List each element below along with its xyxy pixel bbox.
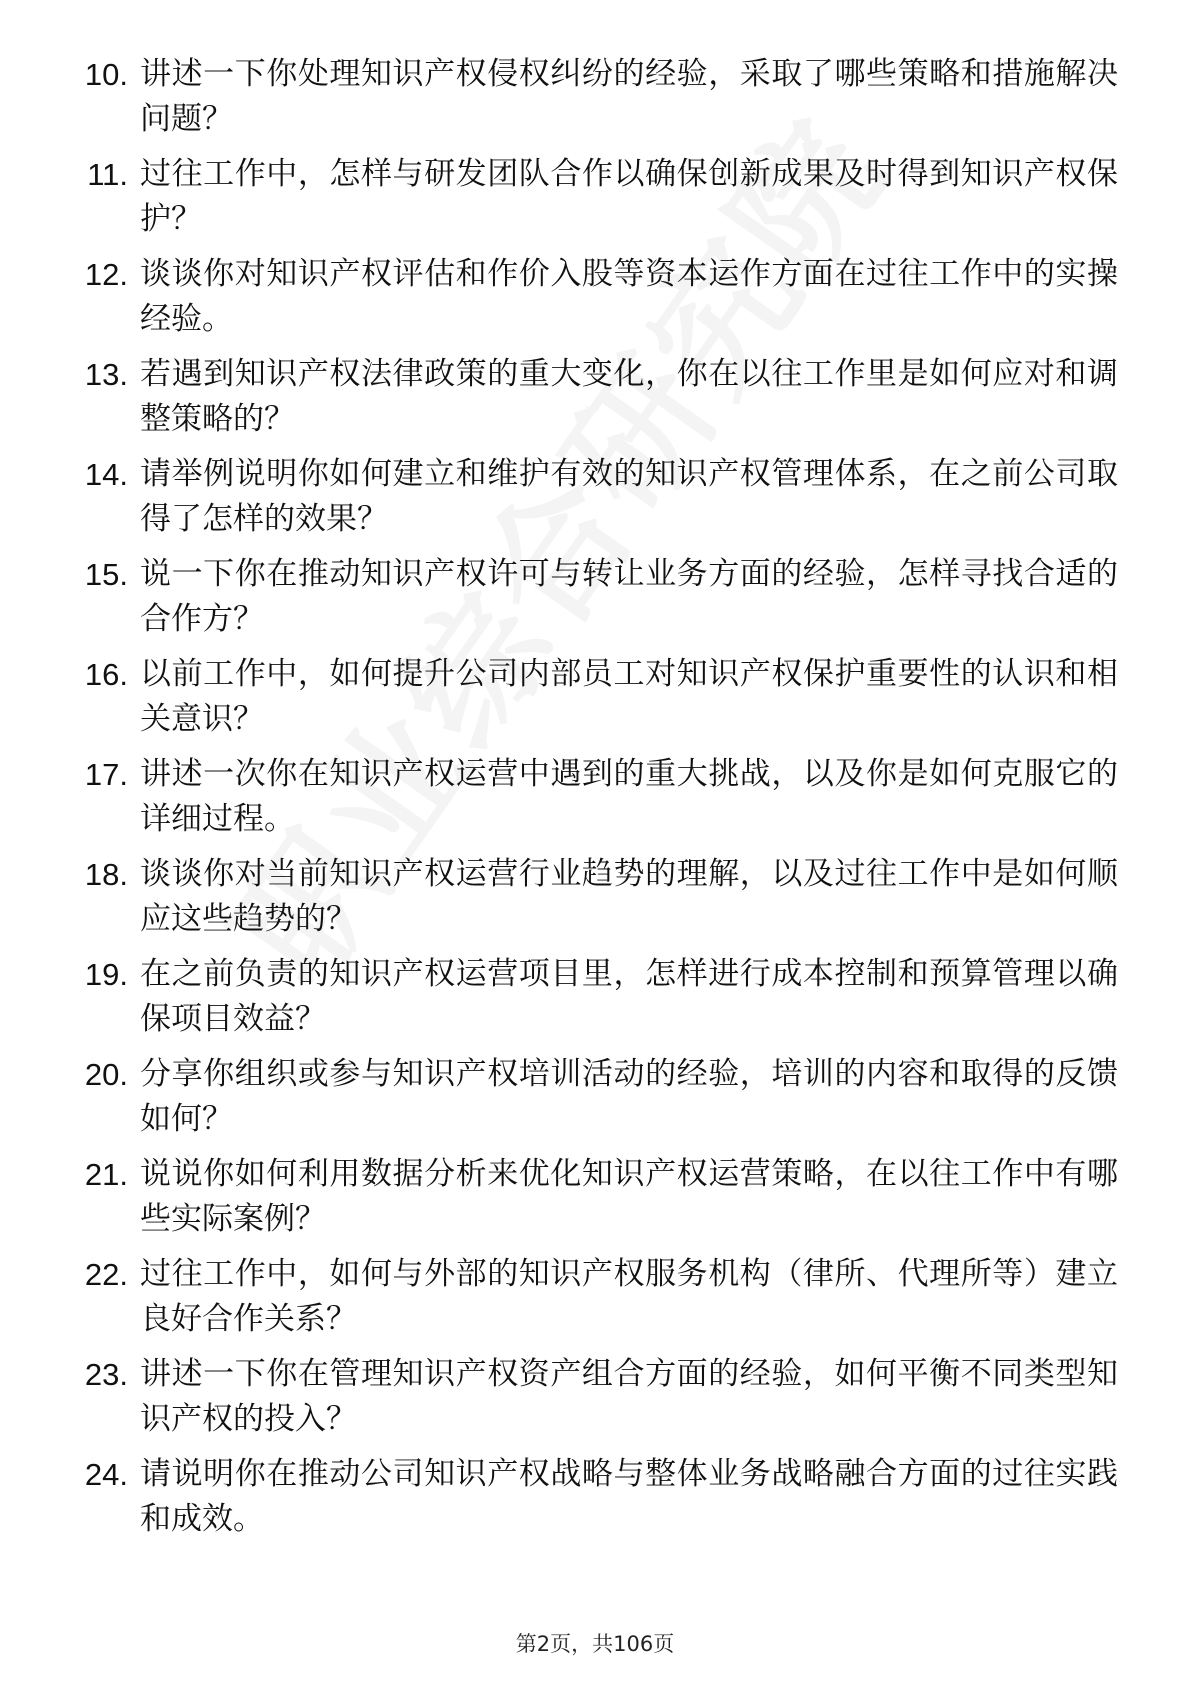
question-item xyxy=(58,52,1118,152)
question-number: 16. xyxy=(84,657,128,692)
question-number: 11. xyxy=(87,157,128,192)
question-text: 说说你如何利用数据分析来优化知识产权运营策略，在以往工作中有哪些实际案例？ xyxy=(140,1156,1118,1237)
question-text: 讲述一下你处理知识产权侵权纠纷的经验，采取了哪些策略和措施解决问题？ xyxy=(140,56,1118,137)
question-number: 14. xyxy=(84,457,128,492)
question-text: 讲述一次你在知识产权运营中遇到的重大挑战，以及你是如何克服它的详细过程。 xyxy=(140,756,1118,837)
question-text: 谈谈你对知识产权评估和作价入股等资本运作方面在过往工作中的实操经验。 xyxy=(140,256,1118,337)
question-number: 10. xyxy=(84,57,128,92)
question-number: 22. xyxy=(84,1257,128,1292)
question-text: 以前工作中，如何提升公司内部员工对知识产权保护重要性的认识和相关意识？ xyxy=(140,656,1118,737)
question-number: 21. xyxy=(84,1157,128,1192)
question-text: 谈谈你对当前知识产权运营行业趋势的理解，以及过往工作中是如何顺应这些趋势的？ xyxy=(140,856,1118,937)
question-item xyxy=(58,1052,1118,1152)
question-item xyxy=(58,652,1118,752)
question-text: 在之前负责的知识产权运营项目里，怎样进行成本控制和预算管理以确保项目效益？ xyxy=(140,956,1118,1037)
question-item xyxy=(58,452,1118,552)
question-item xyxy=(58,1452,1118,1552)
question-number: 20. xyxy=(84,1057,128,1092)
question-item xyxy=(58,952,1118,1052)
question-item xyxy=(58,1352,1118,1452)
question-text: 过往工作中，怎样与研发团队合作以确保创新成果及时得到知识产权保护？ xyxy=(140,156,1118,237)
question-text: 分享你组织或参与知识产权培训活动的经验，培训的内容和取得的反馈如何？ xyxy=(140,1056,1118,1137)
question-number: 15. xyxy=(84,557,128,592)
question-item xyxy=(58,1152,1118,1252)
question-text: 若遇到知识产权法律政策的重大变化，你在以往工作里是如何应对和调整策略的？ xyxy=(140,356,1118,437)
question-number: 17. xyxy=(84,757,128,792)
question-item xyxy=(58,752,1118,852)
question-item xyxy=(58,852,1118,952)
question-item xyxy=(58,352,1118,452)
question-item xyxy=(58,1252,1118,1352)
page-footer: 第2页，共106页 xyxy=(515,1632,675,1656)
question-number: 19. xyxy=(84,957,128,992)
question-number: 23. xyxy=(84,1357,128,1392)
question-number: 24. xyxy=(84,1457,128,1492)
question-item xyxy=(58,152,1118,252)
question-number: 13. xyxy=(84,357,128,392)
question-text: 讲述一下你在管理知识产权资产组合方面的经验，如何平衡不同类型知识产权的投入？ xyxy=(140,1356,1118,1437)
question-number: 12. xyxy=(84,257,128,292)
question-text: 请说明你在推动公司知识产权战略与整体业务战略融合方面的过往实践和成效。 xyxy=(140,1456,1118,1537)
question-item xyxy=(58,552,1118,652)
question-list xyxy=(58,52,1118,1552)
question-text: 过往工作中，如何与外部的知识产权服务机构（律所、代理所等）建立良好合作关系？ xyxy=(140,1256,1118,1337)
question-text: 请举例说明你如何建立和维护有效的知识产权管理体系，在之前公司取得了怎样的效果？ xyxy=(140,456,1118,537)
question-text: 说一下你在推动知识产权许可与转让业务方面的经验，怎样寻找合适的合作方？ xyxy=(140,556,1118,637)
question-item xyxy=(58,252,1118,352)
question-number: 18. xyxy=(84,857,128,892)
